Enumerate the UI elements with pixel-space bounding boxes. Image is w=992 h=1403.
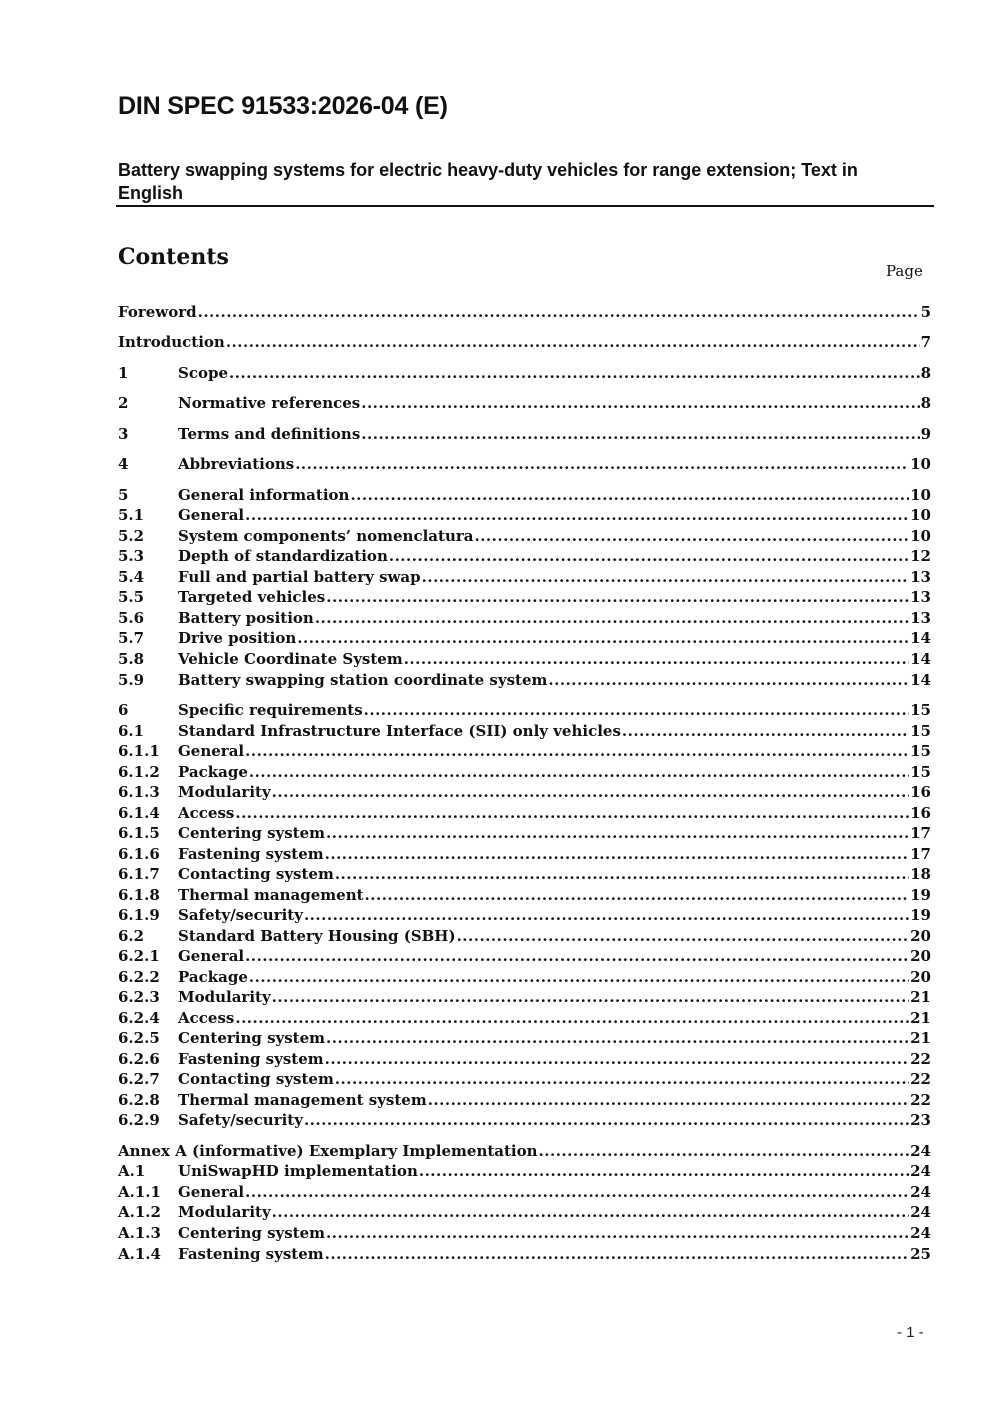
toc-entry-page: 21 bbox=[910, 1009, 931, 1027]
toc-dot-leader bbox=[364, 700, 909, 720]
toc-entry-number: 6.1.3 bbox=[118, 783, 160, 801]
toc-entry[interactable] bbox=[118, 1202, 931, 1222]
toc-entry-title: Fastening system bbox=[178, 1245, 324, 1263]
toc-entry[interactable] bbox=[118, 700, 931, 720]
toc-dot-leader bbox=[419, 1161, 909, 1181]
toc-entry-page: 15 bbox=[910, 763, 931, 781]
toc-entry-page: 19 bbox=[910, 886, 931, 904]
toc-entry[interactable] bbox=[118, 1090, 931, 1110]
toc-entry-number: 5.4 bbox=[118, 568, 145, 586]
toc-entry-title: Safety/security bbox=[178, 1111, 303, 1129]
toc-dot-leader bbox=[249, 762, 909, 782]
toc-entry-page: 14 bbox=[910, 629, 931, 647]
toc-entry-title: Modularity bbox=[178, 783, 271, 801]
toc-entry-page: 13 bbox=[910, 609, 931, 627]
toc-entry[interactable] bbox=[118, 567, 931, 587]
toc-entry[interactable] bbox=[118, 987, 931, 1007]
toc-entry-page: 17 bbox=[910, 845, 931, 863]
toc-entry-title: Standard Battery Housing (SBH) bbox=[178, 927, 456, 945]
toc-entry-title: General bbox=[178, 1183, 245, 1201]
toc-entry[interactable] bbox=[118, 1028, 931, 1048]
toc-entry-page: 5 bbox=[920, 303, 931, 321]
toc-entry-page: 24 bbox=[910, 1183, 931, 1201]
toc-entry[interactable] bbox=[118, 823, 931, 843]
toc-dot-leader bbox=[304, 1110, 909, 1130]
toc-dot-leader bbox=[389, 546, 909, 566]
toc-entry-number: 6.2.6 bbox=[118, 1050, 160, 1068]
toc-entry-number: 6.1.1 bbox=[118, 742, 160, 760]
toc-entry[interactable] bbox=[118, 1110, 931, 1130]
toc-dot-leader bbox=[428, 1090, 909, 1110]
toc-entry-page: 10 bbox=[910, 486, 931, 504]
document-subtitle: Battery swapping systems for electric heavy-duty vehicles for range extension; Text in English bbox=[118, 160, 858, 203]
toc-entry-title: Centering system bbox=[178, 1029, 326, 1047]
toc-dot-leader bbox=[422, 567, 909, 587]
toc-entry-number: 4 bbox=[118, 455, 129, 473]
toc-entry[interactable] bbox=[118, 926, 931, 946]
toc-entry-title: Modularity bbox=[178, 988, 271, 1006]
toc-entry[interactable] bbox=[118, 526, 931, 546]
toc-entry-number: 6.2.2 bbox=[118, 968, 160, 986]
toc-entry[interactable] bbox=[118, 608, 931, 628]
toc-entry-number: 1 bbox=[118, 364, 129, 382]
toc-entry-page: 8 bbox=[920, 394, 931, 412]
toc-entry-page: 16 bbox=[910, 804, 931, 822]
toc-entry-page: 23 bbox=[910, 1111, 931, 1129]
toc-entry-page: 24 bbox=[910, 1142, 931, 1160]
toc-entry-page: 18 bbox=[910, 865, 931, 883]
toc-entry-title: Standard Infrastructure Interface (SII) only vehicles bbox=[178, 722, 621, 740]
toc-entry-title: Contacting system bbox=[178, 865, 334, 883]
toc-dot-leader bbox=[457, 926, 910, 946]
toc-entry-title: Fastening system bbox=[178, 1050, 324, 1068]
toc-entry-page: 17 bbox=[910, 824, 931, 842]
toc-dot-leader bbox=[229, 363, 920, 383]
toc-entry[interactable] bbox=[118, 424, 931, 444]
toc-entry-title: General bbox=[178, 947, 245, 965]
toc-entry[interactable] bbox=[118, 505, 931, 525]
toc-entry-page: 8 bbox=[920, 364, 931, 382]
toc-entry-page: 12 bbox=[910, 547, 931, 565]
toc-entry[interactable] bbox=[118, 485, 931, 505]
toc-dot-leader bbox=[326, 587, 909, 607]
toc-entry-title: Drive position bbox=[178, 629, 297, 647]
toc-entry-number: 6.2.7 bbox=[118, 1070, 160, 1088]
toc-entry-title: Package bbox=[178, 763, 248, 781]
toc-entry-number: 5.5 bbox=[118, 588, 145, 606]
toc-entry-title: Terms and definitions bbox=[178, 425, 361, 443]
toc-entry-title: Contacting system bbox=[178, 1070, 334, 1088]
toc-dot-leader bbox=[335, 864, 909, 884]
toc-dot-leader bbox=[235, 803, 909, 823]
toc-entry-page: 21 bbox=[910, 1029, 931, 1047]
toc-entry-title: Modularity bbox=[178, 1203, 271, 1221]
toc-entry-page: 20 bbox=[910, 968, 931, 986]
toc-entry-title: Access bbox=[178, 804, 235, 822]
toc-entry-title: Full and partial battery swap bbox=[178, 568, 421, 586]
toc-dot-leader bbox=[325, 1244, 909, 1264]
toc-entry-title: Specific requirements bbox=[178, 701, 363, 719]
toc-entry-page: 9 bbox=[920, 425, 931, 443]
toc-entry-number: 6.1 bbox=[118, 722, 145, 740]
toc-entry-number: 6.2.5 bbox=[118, 1029, 160, 1047]
toc-entry-page: 10 bbox=[910, 455, 931, 473]
toc-entry-number: 5.8 bbox=[118, 650, 145, 668]
toc-entry-page: 22 bbox=[910, 1070, 931, 1088]
toc-dot-leader bbox=[365, 885, 910, 905]
toc-entry[interactable] bbox=[118, 332, 931, 352]
toc-entry-title: Safety/security bbox=[178, 906, 303, 924]
toc-entry[interactable] bbox=[118, 454, 931, 474]
toc-entry[interactable] bbox=[118, 393, 931, 413]
toc-entry-number: 6.1.5 bbox=[118, 824, 160, 842]
page-column-label: Page bbox=[886, 262, 923, 280]
toc-entry-title: General bbox=[178, 506, 245, 524]
toc-entry-page: 15 bbox=[910, 742, 931, 760]
toc-entry-number: 3 bbox=[118, 425, 129, 443]
toc-entry[interactable] bbox=[118, 1049, 931, 1069]
toc-entry[interactable] bbox=[118, 803, 931, 823]
toc-entry-page: 21 bbox=[910, 988, 931, 1006]
toc-dot-leader bbox=[245, 505, 909, 525]
toc-entry-page: 13 bbox=[910, 568, 931, 586]
toc-entry-page: 19 bbox=[910, 906, 931, 924]
toc-entry-number: 6.1.8 bbox=[118, 886, 160, 904]
toc-entry-number: 6 bbox=[118, 701, 129, 719]
toc-dot-leader bbox=[272, 782, 909, 802]
toc-dot-leader bbox=[272, 1202, 909, 1222]
toc-entry[interactable] bbox=[118, 628, 931, 648]
toc-entry-page: 15 bbox=[910, 722, 931, 740]
toc-entry-title: Centering system bbox=[178, 824, 326, 842]
toc-entry-page: 24 bbox=[910, 1203, 931, 1221]
toc-entry[interactable] bbox=[118, 1069, 931, 1089]
toc-entry[interactable] bbox=[118, 649, 931, 669]
toc-dot-leader bbox=[245, 946, 909, 966]
toc-dot-leader bbox=[272, 987, 909, 1007]
toc-entry-title: Vehicle Coordinate System bbox=[178, 650, 403, 668]
toc-dot-leader bbox=[235, 1008, 909, 1028]
toc-entry-number: 6.2 bbox=[118, 927, 145, 945]
toc-entry-title: Fastening system bbox=[178, 845, 324, 863]
toc-entry[interactable] bbox=[118, 946, 931, 966]
toc-dot-leader bbox=[404, 649, 909, 669]
toc-entry-number: 5.2 bbox=[118, 527, 145, 545]
toc-entry-page: 16 bbox=[910, 783, 931, 801]
toc-entry-number: 5.1 bbox=[118, 506, 145, 524]
toc-dot-leader bbox=[539, 1141, 910, 1161]
toc-entry[interactable] bbox=[118, 363, 931, 383]
toc-entry-page: 24 bbox=[910, 1224, 931, 1242]
title-divider bbox=[116, 205, 934, 207]
toc-entry-page: 14 bbox=[910, 671, 931, 689]
toc-entry-title: Access bbox=[178, 1009, 235, 1027]
toc-entry-title: Thermal management system bbox=[178, 1091, 427, 1109]
toc-dot-leader bbox=[361, 424, 919, 444]
toc-entry-title: Depth of standardization bbox=[178, 547, 388, 565]
toc-entry[interactable] bbox=[118, 844, 931, 864]
toc-entry-title: Scope bbox=[178, 364, 229, 382]
toc-dot-leader bbox=[249, 967, 909, 987]
toc-entry-title: Battery swapping station coordinate system bbox=[178, 671, 548, 689]
toc-entry[interactable] bbox=[118, 967, 931, 987]
toc-dot-leader bbox=[548, 670, 909, 690]
toc-entry-title: Introduction bbox=[118, 333, 225, 351]
toc-dot-leader bbox=[304, 905, 909, 925]
toc-entry-number: 6.2.3 bbox=[118, 988, 160, 1006]
toc-entry[interactable] bbox=[118, 1008, 931, 1028]
toc-entry[interactable] bbox=[118, 1161, 931, 1181]
toc-entry-title: Battery position bbox=[178, 609, 314, 627]
toc-entry[interactable] bbox=[118, 1141, 931, 1161]
toc-entry-number: 6.2.4 bbox=[118, 1009, 160, 1027]
document-title: DIN SPEC 91533:2026-04 (E) bbox=[118, 92, 448, 120]
toc-entry-number: 6.1.7 bbox=[118, 865, 160, 883]
toc-entry-number: 5.9 bbox=[118, 671, 145, 689]
toc-entry[interactable] bbox=[118, 721, 931, 741]
toc-dot-leader bbox=[226, 332, 920, 352]
toc-dot-leader bbox=[245, 1182, 909, 1202]
contents-heading: Contents bbox=[118, 244, 229, 270]
toc-entry-title: General bbox=[178, 742, 245, 760]
toc-entry-number: 5.3 bbox=[118, 547, 145, 565]
toc-entry-page: 15 bbox=[910, 701, 931, 719]
toc-entry-number: 6.1.2 bbox=[118, 763, 160, 781]
toc-dot-leader bbox=[350, 485, 909, 505]
toc-entry-page: 22 bbox=[910, 1050, 931, 1068]
toc-entry-number: 5 bbox=[118, 486, 129, 504]
toc-entry-title: Centering system bbox=[178, 1224, 326, 1242]
toc-dot-leader bbox=[198, 302, 920, 322]
toc-entry[interactable] bbox=[118, 762, 931, 782]
toc-entry-page: 24 bbox=[910, 1162, 931, 1180]
toc-entry[interactable] bbox=[118, 782, 931, 802]
toc-entry-title: Thermal management bbox=[178, 886, 364, 904]
toc-entry-number: A.1.3 bbox=[118, 1224, 161, 1242]
toc-dot-leader bbox=[325, 844, 909, 864]
toc-entry[interactable] bbox=[118, 905, 931, 925]
toc-entry-title: Foreword bbox=[118, 303, 197, 321]
toc-entry-number: A.1.2 bbox=[118, 1203, 161, 1221]
toc-entry-number: A.1.4 bbox=[118, 1245, 161, 1263]
toc-entry-title: Normative references bbox=[178, 394, 361, 412]
toc-entry-number: 2 bbox=[118, 394, 129, 412]
toc-entry-number: 6.1.6 bbox=[118, 845, 160, 863]
toc-entry-title: Annex A (informative) Exemplary Implementation bbox=[118, 1142, 538, 1160]
toc-entry[interactable] bbox=[118, 1223, 931, 1243]
toc-entry-number: 6.2.1 bbox=[118, 947, 160, 965]
toc-entry-number: 6.1.9 bbox=[118, 906, 160, 924]
toc-entry-page: 7 bbox=[920, 333, 931, 351]
toc-entry-number: 6.2.8 bbox=[118, 1091, 160, 1109]
toc-entry-title: Abbreviations bbox=[178, 455, 295, 473]
toc-entry-title: UniSwapHD implementation bbox=[178, 1162, 418, 1180]
toc-entry[interactable] bbox=[118, 864, 931, 884]
toc-entry[interactable] bbox=[118, 1244, 931, 1264]
toc-entry-number: A.1 bbox=[118, 1162, 146, 1180]
toc-entry[interactable] bbox=[118, 546, 931, 566]
toc-entry-number: 5.6 bbox=[118, 609, 145, 627]
toc-entry[interactable] bbox=[118, 587, 931, 607]
toc-entry[interactable] bbox=[118, 670, 931, 690]
toc-entry-page: 20 bbox=[910, 947, 931, 965]
toc-entry-page: 13 bbox=[910, 588, 931, 606]
toc-entry-number: 6.2.9 bbox=[118, 1111, 160, 1129]
toc-entry[interactable] bbox=[118, 302, 931, 322]
toc-entry-number: 6.1.4 bbox=[118, 804, 160, 822]
toc-dot-leader bbox=[361, 393, 919, 413]
toc-entry[interactable] bbox=[118, 1182, 931, 1202]
toc-dot-leader bbox=[245, 741, 909, 761]
toc-entry-title: General information bbox=[178, 486, 350, 504]
toc-entry-page: 10 bbox=[910, 506, 931, 524]
toc-dot-leader bbox=[326, 823, 909, 843]
footer-page-number: - 1 - bbox=[897, 1324, 924, 1341]
toc-dot-leader bbox=[622, 721, 909, 741]
toc-entry-title: Package bbox=[178, 968, 248, 986]
toc-entry-page: 25 bbox=[910, 1245, 931, 1263]
toc-entry-title: System components’ nomenclatura bbox=[178, 527, 474, 545]
toc-dot-leader bbox=[326, 1223, 909, 1243]
toc-dot-leader bbox=[297, 628, 909, 648]
toc-entry-page: 22 bbox=[910, 1091, 931, 1109]
toc-entry-page: 10 bbox=[910, 527, 931, 545]
toc-entry-number: 5.7 bbox=[118, 629, 145, 647]
toc-dot-leader bbox=[326, 1028, 909, 1048]
toc-entry-page: 14 bbox=[910, 650, 931, 668]
toc-dot-leader bbox=[325, 1049, 909, 1069]
toc-dot-leader bbox=[295, 454, 909, 474]
toc-entry[interactable] bbox=[118, 741, 931, 761]
toc-dot-leader bbox=[474, 526, 909, 546]
toc-entry-page: 20 bbox=[910, 927, 931, 945]
toc-dot-leader bbox=[315, 608, 909, 628]
toc-dot-leader bbox=[335, 1069, 909, 1089]
toc-entry-number: A.1.1 bbox=[118, 1183, 161, 1201]
toc-entry[interactable] bbox=[118, 885, 931, 905]
toc-entry-title: Targeted vehicles bbox=[178, 588, 326, 606]
